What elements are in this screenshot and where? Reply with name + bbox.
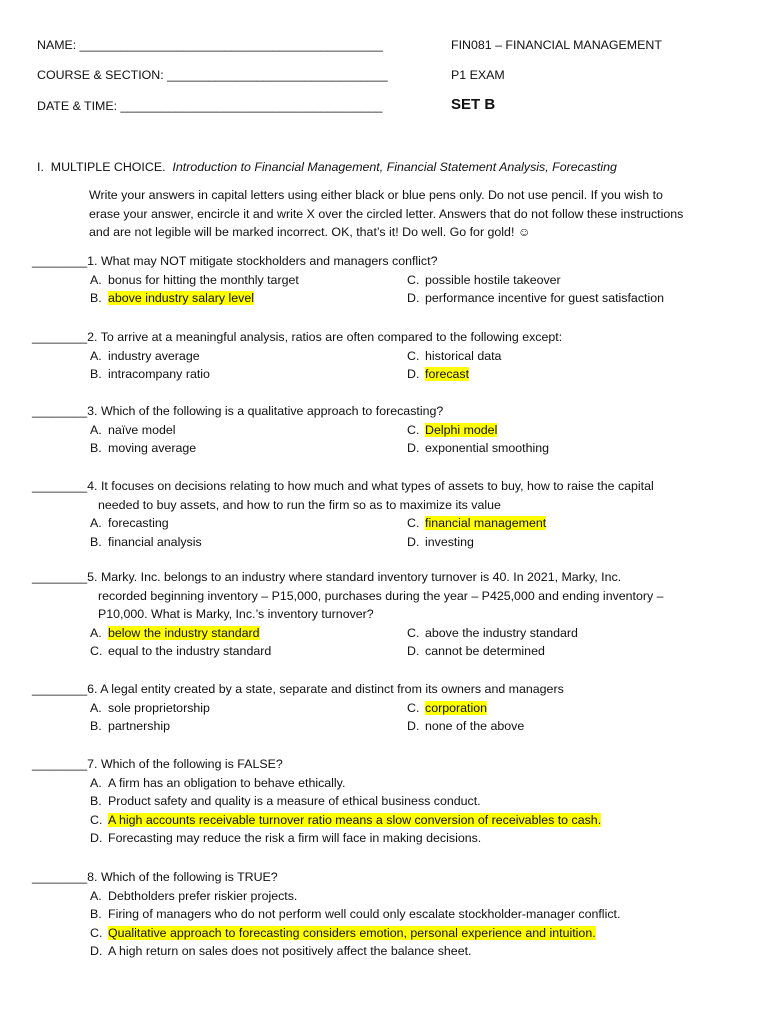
answer-options	[32, 421, 732, 458]
option-c	[407, 699, 487, 718]
option-text: historical data	[425, 348, 502, 363]
question-text: It focuses on decisions relating to how much and what types of assets to buy, how to raise the capital	[100, 479, 654, 493]
option-a	[90, 421, 176, 440]
question-1	[32, 252, 732, 308]
option-letter: B.	[90, 534, 102, 549]
option-b	[90, 905, 768, 924]
question-number: 3.	[87, 404, 98, 418]
question-number: 6.	[87, 682, 98, 696]
option-letter: A.	[90, 888, 102, 903]
section-roman: I.	[37, 160, 44, 174]
question-stem	[32, 477, 732, 496]
option-c	[90, 642, 271, 661]
course-code: FIN081 – FINANCIAL MANAGEMENT	[451, 38, 662, 52]
answer-blank[interactable]: ________	[32, 757, 88, 771]
option-text: none of the above	[425, 719, 525, 733]
option-text: above the industry standard	[425, 625, 578, 640]
option-text-highlighted: forecast	[425, 367, 470, 381]
answer-options	[32, 699, 732, 736]
option-b	[90, 717, 170, 736]
option-letter: C.	[90, 644, 103, 658]
exam-label: P1 EXAM	[451, 68, 505, 82]
option-d	[407, 717, 524, 736]
option-letter: B.	[90, 441, 102, 455]
option-b	[90, 439, 196, 458]
option-text: moving average	[108, 441, 197, 455]
option-letter: D.	[407, 441, 420, 455]
option-letter: C.	[90, 812, 103, 827]
option-d	[407, 439, 549, 458]
option-text: financial analysis	[108, 534, 202, 549]
answer-blank[interactable]: ________	[32, 330, 88, 344]
answer-options	[32, 347, 732, 384]
option-letter: D.	[90, 831, 103, 845]
option-text: naïve model	[108, 422, 176, 437]
option-text: investing	[425, 534, 474, 549]
option-letter: C.	[407, 700, 420, 715]
option-letter: D.	[407, 644, 420, 658]
option-c	[407, 624, 578, 643]
question-number: 2.	[87, 330, 98, 344]
option-a	[90, 624, 260, 643]
answer-options	[32, 271, 732, 308]
question-text-continued: P10,000. What is Marky, Inc.’s inventory turnover?	[98, 607, 374, 621]
answer-blank[interactable]: ________	[32, 254, 88, 268]
course-section-field-label[interactable]: COURSE & SECTION: ________________________________	[37, 68, 388, 82]
option-text: cannot be determined	[425, 644, 545, 658]
option-text-highlighted: Delphi model	[425, 422, 498, 437]
option-text: forecasting	[108, 516, 169, 530]
question-stem	[32, 252, 732, 271]
option-text-highlighted: above industry salary level	[108, 291, 255, 305]
section-topic: Introduction to Financial Management, Financial Statement Analysis, Forecasting	[172, 160, 617, 174]
option-c	[407, 347, 501, 366]
option-text-highlighted: Qualitative approach to forecasting considers emotion, personal experience and intuition.	[108, 925, 596, 940]
option-letter: B.	[90, 794, 102, 808]
option-a	[90, 699, 210, 718]
option-text: intracompany ratio	[108, 367, 210, 381]
question-4	[32, 477, 732, 551]
question-text: Which of the following is a qualitative approach to forecasting?	[100, 404, 444, 418]
option-text: possible hostile takeover	[425, 272, 561, 287]
option-text-highlighted: corporation	[425, 700, 487, 715]
option-d	[90, 942, 768, 961]
question-7	[32, 755, 732, 848]
option-letter: B.	[90, 291, 102, 305]
option-d	[407, 289, 664, 308]
question-text: Which of the following is FALSE?	[100, 757, 283, 771]
option-c	[407, 514, 546, 533]
option-letter: C.	[90, 925, 103, 940]
option-text-highlighted: financial management	[425, 516, 547, 530]
answer-blank[interactable]: ________	[32, 404, 88, 418]
option-text-highlighted: A high accounts receivable turnover ratio means a slow conversion of receivables to cash.	[108, 812, 602, 827]
set-label: SET B	[451, 96, 496, 113]
question-stem	[32, 568, 732, 587]
option-text: bonus for hitting the monthly target	[108, 272, 299, 287]
question-stem	[32, 680, 732, 699]
option-letter: C.	[407, 272, 420, 287]
option-d	[90, 829, 768, 848]
instructions: Write your answers in capital letters using either black or blue pens only. Do not use pencil. If you wish to erase your answer, encircle it and write X over the circled letter. Answers that do not follow these instructions and are not legible will be marked incorrect. OK, that’s it! Do well. Go for gold! ☺	[89, 188, 684, 239]
option-letter: A.	[90, 516, 102, 530]
option-letter: B.	[90, 907, 102, 921]
option-text: equal to the industry standard	[108, 644, 272, 658]
option-b	[90, 365, 210, 384]
option-letter: C.	[407, 348, 420, 363]
question-number: 5.	[87, 570, 98, 584]
option-a	[90, 271, 299, 290]
answer-options	[32, 624, 732, 661]
section-heading: MULTIPLE CHOICE.	[50, 160, 166, 174]
answer-blank[interactable]: ________	[32, 870, 88, 884]
name-field-label[interactable]: NAME: ____________________________________________	[37, 38, 383, 52]
option-letter: B.	[90, 367, 102, 381]
option-b	[90, 533, 202, 552]
question-6	[32, 680, 732, 736]
section-title	[37, 158, 617, 177]
option-letter: B.	[90, 719, 102, 733]
option-text: A firm has an obligation to behave ethically.	[108, 775, 346, 790]
question-8	[32, 868, 732, 961]
option-letter: D.	[407, 367, 420, 381]
option-letter: A.	[90, 775, 102, 790]
question-text: What may NOT mitigate stockholders and managers conflict?	[100, 254, 438, 268]
option-letter: A.	[90, 422, 102, 437]
option-text-highlighted: below the industry standard	[108, 625, 260, 640]
option-letter: C.	[407, 422, 420, 437]
answer-blank[interactable]: ________	[32, 479, 88, 493]
option-b	[90, 792, 768, 811]
option-letter: A.	[90, 348, 102, 363]
option-letter: A.	[90, 625, 102, 640]
option-d	[407, 365, 469, 384]
option-c	[90, 924, 768, 943]
answer-options	[32, 774, 732, 848]
option-text: Product safety and quality is a measure of ethical business conduct.	[108, 794, 481, 808]
option-text: partnership	[108, 719, 170, 733]
option-text: sole proprietorship	[108, 700, 210, 715]
answer-options	[32, 514, 732, 551]
question-2	[32, 328, 732, 384]
option-letter: C.	[407, 625, 420, 640]
question-stem	[32, 868, 732, 887]
date-time-field-label[interactable]: DATE & TIME: ______________________________________	[37, 99, 383, 113]
option-letter: A.	[90, 700, 102, 715]
question-text: Marky. Inc. belongs to an industry where standard inventory turnover is 40. In 2021, Marky, Inc.	[100, 570, 622, 584]
question-stem	[32, 402, 732, 421]
option-text: performance incentive for guest satisfaction	[425, 291, 664, 305]
option-letter: C.	[407, 516, 420, 530]
option-d	[407, 642, 545, 661]
question-text-continued: recorded beginning inventory – P15,000, purchases during the year – P425,000 and ending inventory –	[98, 588, 664, 603]
option-letter: D.	[407, 534, 420, 549]
option-text: A high return on sales does not positively affect the balance sheet.	[108, 944, 472, 958]
option-letter: D.	[407, 719, 420, 733]
answer-blank[interactable]: ________	[32, 682, 88, 696]
question-3	[32, 402, 732, 458]
option-letter: D.	[407, 291, 420, 305]
option-c	[407, 271, 561, 290]
question-text-continued: needed to buy assets, and how to run the firm so as to maximize its value	[98, 497, 501, 512]
question-number: 7.	[87, 757, 98, 771]
option-d	[407, 533, 474, 552]
question-text: Which of the following is TRUE?	[100, 870, 278, 884]
option-a	[90, 774, 768, 793]
option-c	[90, 811, 768, 830]
option-letter: D.	[90, 944, 103, 958]
option-text: Debtholders prefer riskier projects.	[108, 888, 298, 903]
option-c	[407, 421, 497, 440]
question-text: To arrive at a meaningful analysis, ratios are often compared to the following except:	[100, 330, 563, 344]
answer-blank[interactable]: ________	[32, 570, 88, 584]
question-text: A legal entity created by a state, separate and distinct from its owners and managers	[100, 682, 564, 696]
answer-options	[32, 887, 732, 961]
question-stem	[32, 328, 732, 347]
option-text: exponential smoothing	[425, 441, 549, 455]
option-text: industry average	[108, 348, 200, 363]
question-number: 8.	[87, 870, 98, 884]
option-a	[90, 887, 768, 906]
question-number: 4.	[87, 479, 98, 493]
option-text: Firing of managers who do not perform well could only escalate stockholder-manager conflict.	[108, 907, 621, 921]
question-stem	[32, 755, 732, 774]
option-a	[90, 347, 200, 366]
option-text: Forecasting may reduce the risk a firm will face in making decisions.	[108, 831, 482, 845]
option-b	[90, 289, 254, 308]
option-letter: A.	[90, 272, 102, 287]
option-a	[90, 514, 169, 533]
question-5	[32, 568, 732, 661]
question-number: 1.	[87, 254, 98, 268]
